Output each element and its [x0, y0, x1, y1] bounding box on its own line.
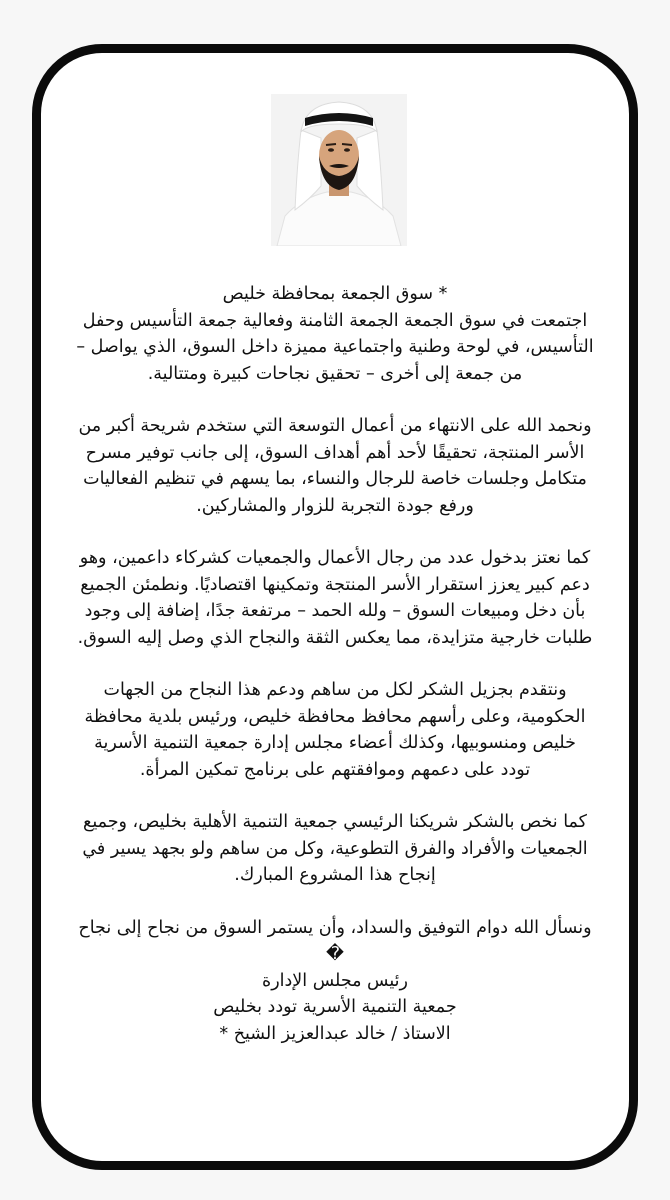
post-body [52, 281, 618, 1047]
paragraph-partners: كما نعتز بدخول عدد من رجال الأعمال والجمعيات كشركاء داعمين، وهو دعم كبير يعزز استقرار الأسر المنتجة وتمكينها اقتصاديًا. ونطمئن الجميع بأن دخل ومبيعات السوق – ولله الحمد – مرتفعة جدًا، إضافة إلى وجود طلبات خارجية متزايدة، مما يعكس الثقة والنجاح الذي وصل إليه السوق. [77, 548, 593, 648]
paragraph-founding-day: اجتمعت في سوق الجمعة الجمعة الثامنة وفعالية جمعة التأسيس وحفل التأسيس، في لوحة وطنية واجتماعية مميزة داخل السوق، الذي يواصل – من جمعة إلى أخرى – تحقيق نجاحات كبيرة ومتتالية. [76, 310, 594, 384]
closing-prayer: ونسأل الله دوام التوفيق والسداد، وأن يستمر السوق من نجاح إلى نجاح � [78, 917, 592, 964]
paragraph-thanks-partners: كما نخص بالشكر شريكنا الرئيسي جمعية التنمية الأهلية بخليص، وجميع الجمعيات والأفراد والفرق التطوعية، وكل من ساهم ولو بجهد يسير في إنجاح هذا المشروع المبارك. [82, 812, 588, 885]
paragraph-thanks-government: ونتقدم بجزيل الشكر لكل من ساهم ودعم هذا النجاح من الجهات الحكومية، وعلى رأسهم محافظ محافظة خليص، ورئيس بلدية محافظة خليص ومنسوبيها، وكذلك أعضاء مجلس إدارة جمعية التنمية الأسرية تودد على دعمهم وموافقتهم على برنامج تمكين المرأة. [84, 680, 586, 780]
signature-block [52, 968, 618, 1048]
post-heading: * سوق الجمعة بمحافظة خليص [222, 284, 448, 304]
paragraph-expansion: ونحمد الله على الانتهاء من أعمال التوسعة التي ستخدم شريحة أكبر من الأسر المنتجة، تحقيقًا لأحد أهم أهداف السوق، إلى جانب توفير مسرح متكامل وجلسات خاصة للرجال والنساء، بما يسهم في تنظيم الفعاليات ورفع جودة التجربة للزوار والمشاركين. [78, 416, 592, 516]
signature-name: الاستاذ / خالد عبدالعزيز الشيخ * [219, 1023, 451, 1044]
portrait-photo [271, 94, 407, 246]
signature-organization: جمعية التنمية الأسرية تودد بخليص [213, 997, 457, 1017]
signature-title: رئيس مجلس الإدارة [262, 970, 408, 991]
